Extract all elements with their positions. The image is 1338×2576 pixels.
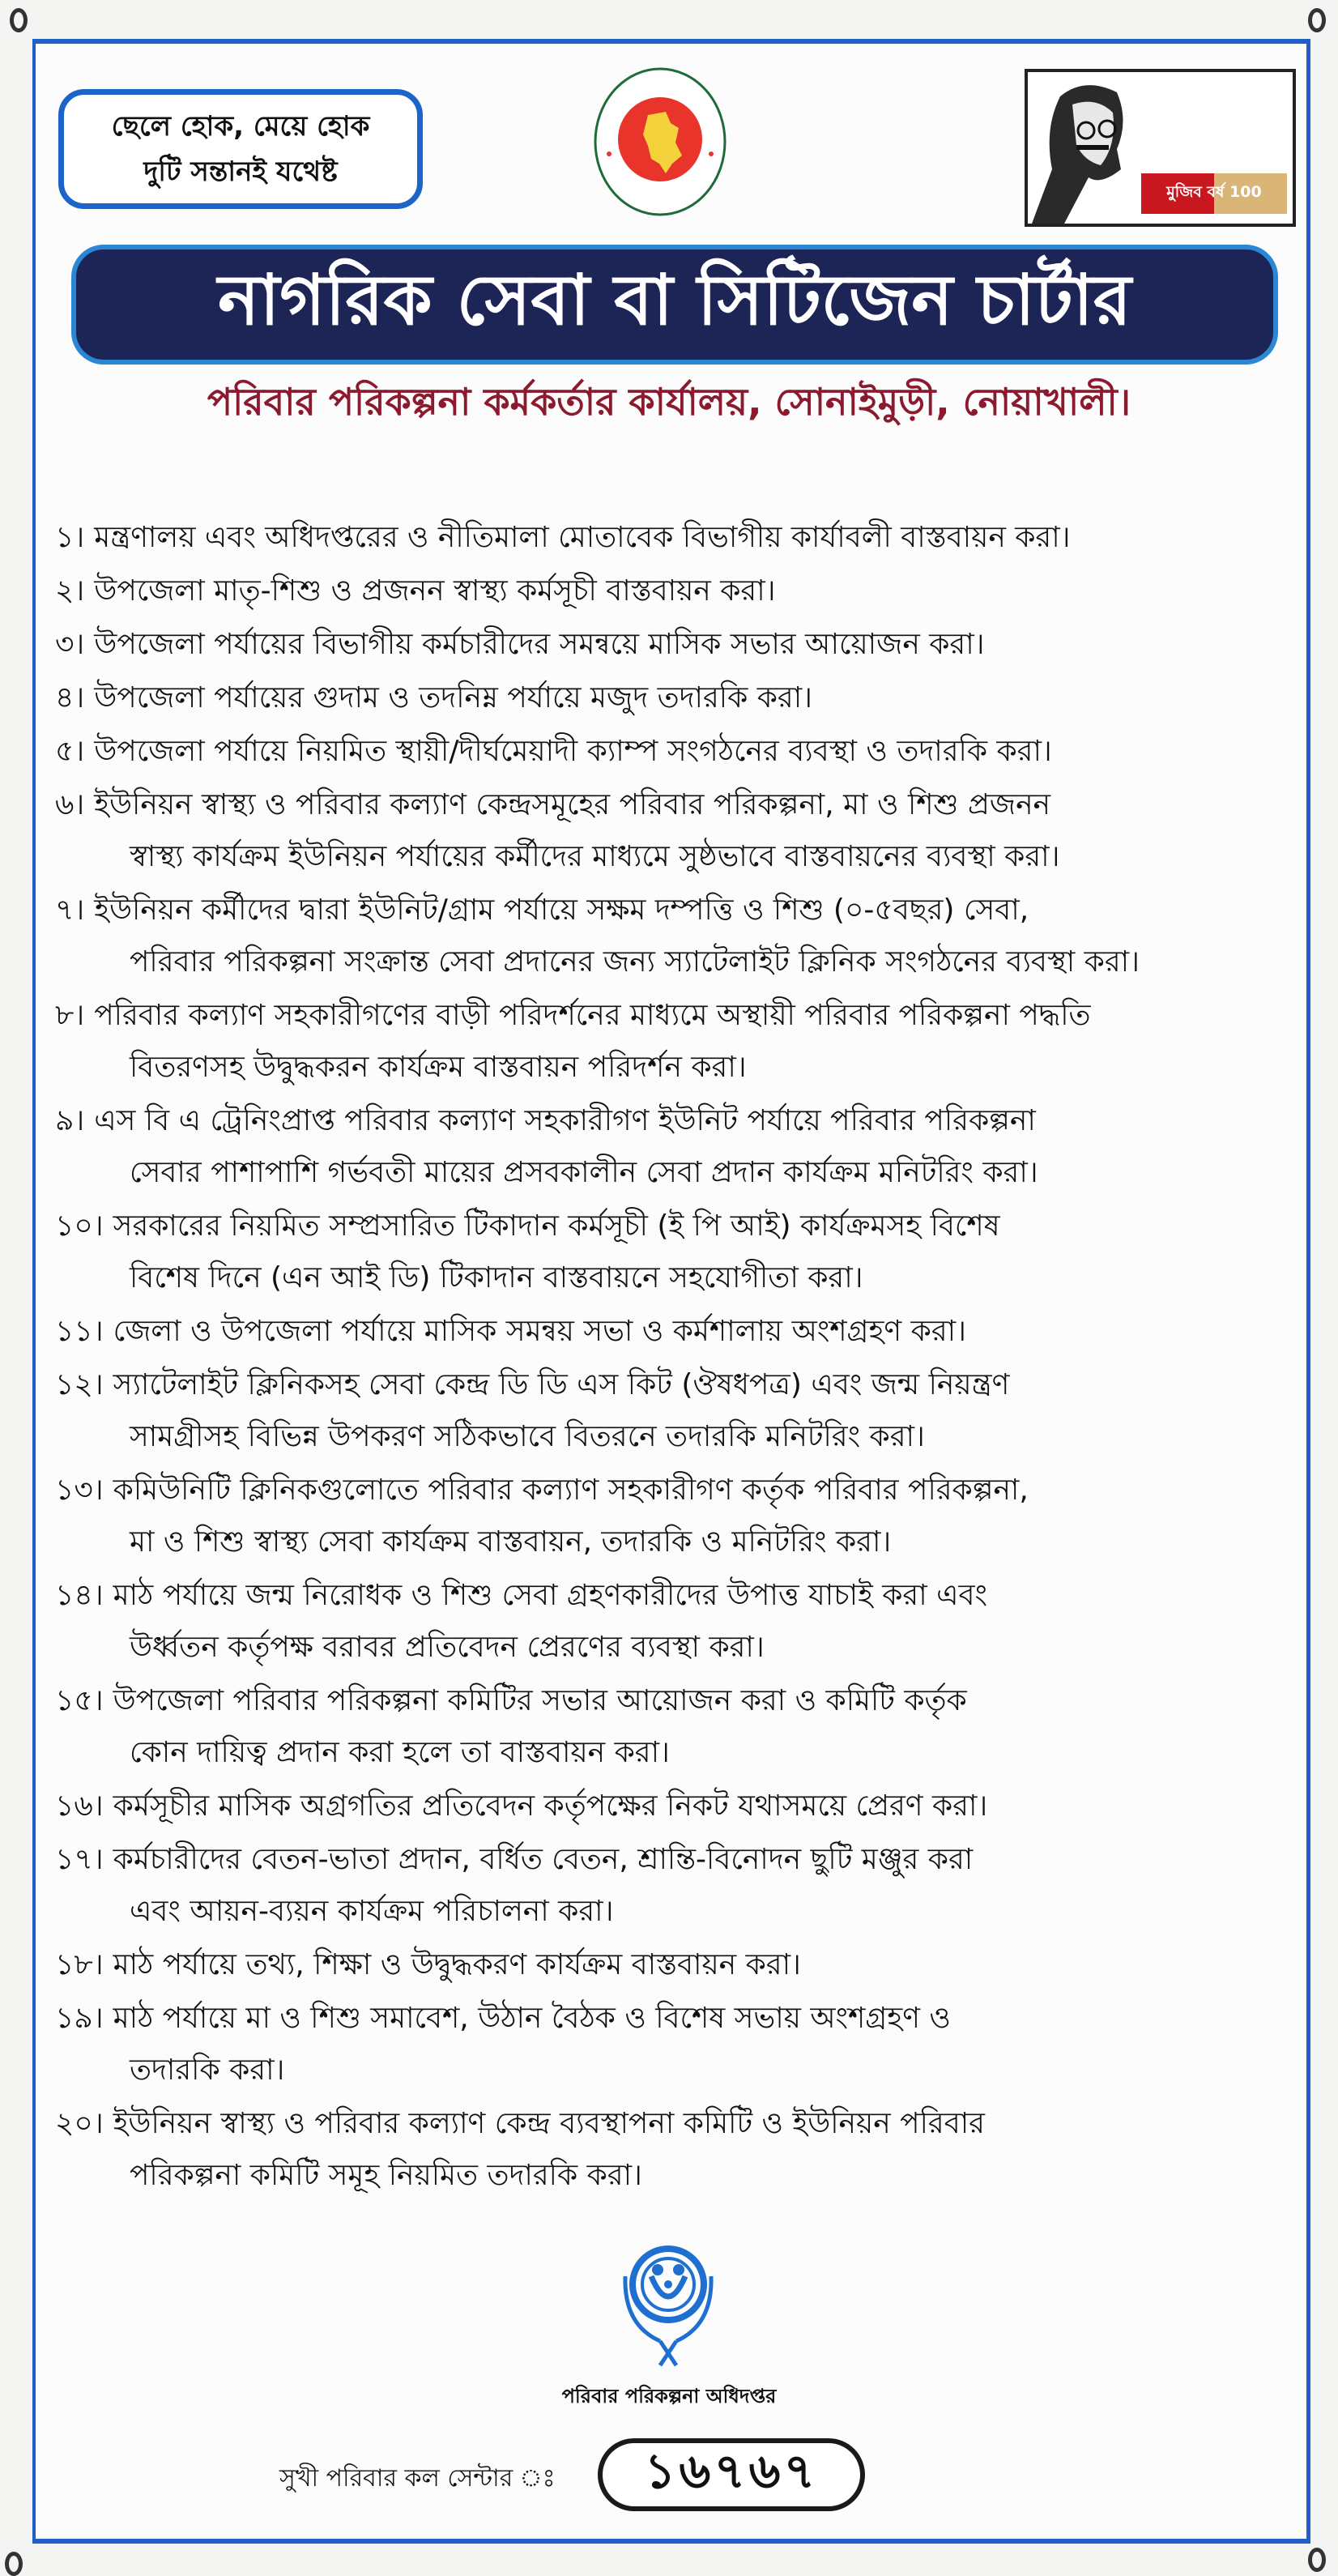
service-item-number: ১৭। [55,1843,104,1876]
service-item-line [55,1411,1302,1463]
service-item-text: উপজেলা পর্যায়ে নিয়মিত স্থায়ী/দীর্ঘমেয়াদী ক্যাম্প সংগঠনের ব্যবস্থা ও তদারকি করা। [94,735,1052,768]
service-item-number: ১২। [55,1368,104,1401]
service-item [55,779,1302,883]
service-item [55,1675,1302,1779]
grommet-bottom-right [1308,2548,1326,2572]
service-item [55,1570,1302,1674]
logo-caption: পরিবার পরিকল্পনা অধিদপ্তর [561,2385,777,2408]
service-item-number: ১৪। [55,1579,104,1612]
service-item [55,885,1302,988]
service-item [55,672,1302,724]
service-item-text: উর্ধ্বতন কর্তৃপক্ষ বরাবর প্রতিবেদন প্রেরণের ব্যবস্থা করা। [130,1631,765,1664]
service-item-line [55,1781,1302,1832]
service-item-line [55,885,1302,936]
call-center-label: সুখী পরিবার কল সেন্টার ঃ [279,2464,556,2493]
service-item-line [55,831,1302,883]
service-item [55,726,1302,778]
service-item-number: ৭। [55,893,85,927]
grommet-top-right [1308,8,1326,32]
service-item-text: ইউনিয়ন কর্মীদের দ্বারা ইউনিট/গ্রাম পর্যায়ে সক্ষম দম্পত্তি ও শিশু (০-৫বছর) সেবা, [94,893,1029,927]
service-item-text: সরকারের নিয়মিত সম্প্রসারিত টিকাদান কর্মসূচী (ই পি আই) কার্যক্রমসহ বিশেষ [113,1209,1000,1243]
grommet-top-left [10,8,28,32]
mujib-borsho-portrait [1025,69,1296,227]
service-item [55,1834,1302,1938]
service-item-number: ২। [55,574,85,608]
service-item [55,1993,1302,2096]
service-item-line [55,1727,1302,1779]
service-item-text: স্যাটেলাইট ক্লিনিকসহ সেবা কেন্দ্র ডি ডি এস কিট (ঔষধপত্র) এবং জন্ম নিয়ন্ত্রণ [113,1368,1010,1401]
service-item-number: ৮। [55,999,85,1032]
service-item-text: মাঠ পর্যায়ে জন্ম নিরোধক ও শিশু সেবা গ্রহণকারীদের উপাত্ত যাচাই করা এবং [113,1579,988,1612]
service-item-text: উপজেলা পর্যায়ের বিভাগীয় কর্মচারীদের সমন্বয়ে মাসিক সভার আয়োজন করা। [94,628,985,661]
service-item-number: ৫। [55,735,85,768]
page-title: নাগরিক সেবা বা সিটিজেন চার্টার [218,259,1131,341]
page-title-box [71,245,1278,365]
service-item-line [55,1465,1302,1516]
service-item [55,1095,1302,1199]
service-item-text: তদারকি করা। [130,2054,285,2087]
service-item-line [55,936,1302,988]
service-item-line [55,1095,1302,1147]
service-item-text: ইউনিয়ন স্বাস্থ্য ও পরিবার কল্যাণ কেন্দ্রসমূহের পরিবার পরিকল্পনা, মা ও শিশু প্রজনন [94,788,1051,821]
call-center-number-text: ১৬৭৬৭ [644,2443,819,2500]
service-item-text: মা ও শিশু স্বাস্থ্য সেবা কার্যক্রম বাস্তবায়ন, তদারকি ও মনিটরিং করা। [130,1525,892,1559]
service-item-text: জেলা ও উপজেলা পর্যায়ে মাসিক সমন্বয় সভা ও কর্মশালায় অংশগ্রহণ করা। [113,1315,966,1348]
service-item-line [55,1886,1302,1938]
service-item-number: ১৯। [55,2002,104,2035]
service-item-text: পরিবার কল্যাণ সহকারীগণের বাড়ী পরিদর্শনের মাধ্যমে অস্থায়ী পরিবার পরিকল্পনা পদ্ধতি [94,999,1091,1032]
service-item-text: মাঠ পর্যায়ে তথ্য, শিক্ষা ও উদ্বুদ্ধকরণ কার্যক্রম বাস্তবায়ন করা। [113,1948,801,1981]
service-item-line [55,2150,1302,2202]
service-item-line [55,1201,1302,1252]
service-item-line [55,672,1302,724]
service-item-text: স্বাস্থ্য কার্যক্রম ইউনিয়ন পর্যায়ের কর্মীদের মাধ্যমে সুষ্ঠভাবে বাস্তবায়নের ব্যবস্থা করা। [130,840,1060,873]
mujib-borsho-logo [1141,173,1287,214]
service-item-line [55,1675,1302,1727]
service-item-text: এস বি এ ট্রেনিংপ্রাপ্ত পরিবার কল্যাণ সহকারীগণ ইউনিট পর্যায়ে পরিবার পরিকল্পনা [94,1104,1036,1137]
service-item-line [55,1993,1302,2045]
service-item-text: কমিউনিটি ক্লিনিকগুলোতে পরিবার কল্যাণ সহকারীগণ কর্তৃক পরিবার পরিকল্পনা, [113,1474,1029,1507]
service-item-text: মাঠ পর্যায়ে মা ও শিশু সমাবেশ, উঠান বৈঠক ও বিশেষ সভায় অংশগ্রহণ ও [113,2002,951,2035]
service-item [55,2098,1302,2202]
service-item-text: বিশেষ দিনে (এন আই ডি) টিকাদান বাস্তবায়নে সহযোগীতা করা। [130,1261,863,1294]
service-item-number: ৬। [55,788,85,821]
family-planning-logo [616,2228,721,2369]
service-item [55,1781,1302,1832]
service-item-text: উপজেলা পর্যায়ের গুদাম ও তদনিম্ন পর্যায়ে মজুদ তদারকি করা। [94,681,813,714]
service-item-text: উপজেলা মাতৃ-শিশু ও প্রজনন স্বাস্থ্য কর্মসূচী বাস্তবায়ন করা। [94,574,776,608]
grommet-bottom-left [5,2552,23,2576]
service-item-line [55,1939,1302,1991]
service-item-text: কোন দায়িত্ব প্রদান করা হলে তা বাস্তবায়ন করা। [130,1736,670,1769]
service-item-line [55,1570,1302,1622]
service-item-line [55,1306,1302,1358]
service-item-number: ১১। [55,1315,104,1348]
service-item-line [55,779,1302,831]
service-item-number: ১৫। [55,1684,104,1717]
service-item-number: ১৬। [55,1789,104,1823]
service-item-line [55,1147,1302,1199]
service-item-text: সামগ্রীসহ বিভিন্ন উপকরণ সঠিকভাবে বিতরনে তদারকি মনিটরিং করা। [130,1420,925,1453]
service-item-line [55,512,1302,564]
service-item-number: ১। [55,521,85,554]
service-item-number: ১০। [55,1209,104,1243]
service-item [55,565,1302,617]
service-item [55,1306,1302,1358]
service-item-number: ১৩। [55,1474,104,1507]
mujib-borsho-logo-text: মুজিব বর্ষ 100 [1166,183,1262,201]
service-item-line [55,2045,1302,2096]
service-item-text: বিতরণসহ উদ্বুদ্ধকরন কার্যক্রম বাস্তবায়ন পরিদর্শন করা। [130,1051,747,1084]
government-emblem [591,65,729,219]
slogan-box [58,89,423,209]
service-item-number: ২০। [55,2107,104,2140]
service-item-line [55,2098,1302,2150]
service-item-line [55,565,1302,617]
service-list [55,512,1302,2203]
slogan-line-2: দুটি সন্তানই যথেষ্ট [143,156,338,188]
service-item-text: সেবার পাশাপাশি গর্ভবতী মায়ের প্রসবকালীন সেবা প্রদান কার্যক্রম মনিটরিং করা। [130,1156,1038,1189]
service-item-line [55,990,1302,1042]
service-item [55,619,1302,671]
slogan-line-1: ছেলে হোক, মেয়ে হোক [111,110,370,143]
call-center-number [598,2438,865,2511]
service-item [55,1939,1302,1991]
service-item-text: পরিবার পরিকল্পনা সংক্রান্ত সেবা প্রদানের জন্য স্যাটেলাইট ক্লিনিক সংগঠনের ব্যবস্থা করা। [130,945,1140,979]
service-item-text: এবং আয়ন-ব্যয়ন কার্যক্রম পরিচালনা করা। [130,1895,614,1928]
service-item-number: ৪। [55,681,85,714]
office-subtitle: পরিবার পরিকল্পনা কর্মকর্তার কার্যালয়, সোনাইমুড়ী, নোয়াখালী। [207,380,1131,424]
service-item-text: মন্ত্রণালয় এবং অধিদপ্তরের ও নীতিমালা মোতাবেক বিভাগীয় কার্যাবলী বাস্তবায়ন করা। [94,521,1071,554]
service-item [55,1201,1302,1304]
service-item-number: ৩। [55,628,85,661]
service-item-line [55,1042,1302,1094]
service-item-line [55,1622,1302,1674]
service-item-text: কর্মসূচীর মাসিক অগ্রগতির প্রতিবেদন কর্তৃপক্ষের নিকট যথাসময়ে প্রেরণ করা। [113,1789,988,1823]
service-item-text: পরিকল্পনা কমিটি সমূহ নিয়মিত তদারকি করা। [130,2159,642,2192]
service-item-text: কর্মচারীদের বেতন-ভাতা প্রদান, বর্ধিত বেতন, শ্রান্তি-বিনোদন ছুটি মঞ্জুর করা [113,1843,974,1876]
service-item-line [55,1252,1302,1304]
service-item-line [55,619,1302,671]
service-item-number: ১৮। [55,1948,104,1981]
service-item-line [55,1359,1302,1411]
service-item [55,990,1302,1094]
service-item-text: ইউনিয়ন স্বাস্থ্য ও পরিবার কল্যাণ কেন্দ্র ব্যবস্থাপনা কমিটি ও ইউনিয়ন পরিবার [113,2107,985,2140]
service-item-line [55,1834,1302,1886]
service-item-text: উপজেলা পরিবার পরিকল্পনা কমিটির সভার আয়োজন করা ও কমিটি কর্তৃক [113,1684,967,1717]
service-item [55,512,1302,564]
service-item [55,1359,1302,1463]
service-item-line [55,1516,1302,1568]
service-item-line [55,726,1302,778]
service-item [55,1465,1302,1568]
service-item-number: ৯। [55,1104,85,1137]
